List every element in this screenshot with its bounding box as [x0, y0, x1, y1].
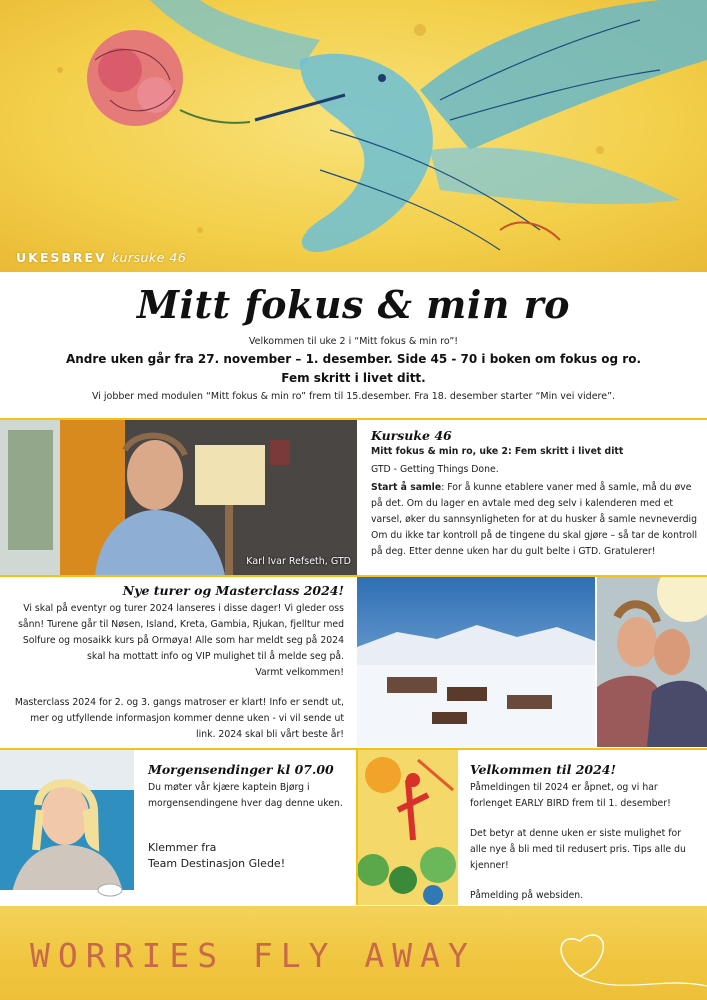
welcome-line: Velkommen til uke 2 i “Mitt fokus & min ro”!	[248, 336, 459, 347]
bird-painting	[0, 0, 707, 272]
kursuke-subheading: Mitt fokus & min ro, uke 2: Fem skritt i livet ditt	[371, 446, 624, 457]
portrait-image	[0, 420, 357, 575]
turer-paragraph-2: Masterclass 2024 for 2. og 3. gangs matroser er klart! Info er sendt ut, mer og utfyllende informasjon kommer denne uken - vi vil sende ut link. 2024 skal bli vårt beste år!	[14, 697, 344, 740]
winter-landscape-photo	[357, 577, 595, 747]
page-title: Mitt fokus & min ro	[136, 282, 570, 327]
control-paragraph: Om du ikke tar kontroll på de tingene du skal gjøre – så tar de kontroll på deg. Etter denne uken har du gult belte i GTD. Gratulerer!	[371, 530, 698, 557]
steps-line: Fem skritt i livet ditt.	[281, 371, 426, 385]
gtd-line: GTD - Getting Things Done.	[371, 464, 499, 475]
velkommen-paragraph-3: Påmelding på websiden.	[470, 890, 584, 901]
newsletter-label	[16, 250, 186, 265]
photo-caption: Karl Ivar Refseth, GTD	[246, 556, 351, 567]
header-artwork	[0, 0, 707, 272]
velkommen-heading: Velkommen til 2024!	[470, 762, 616, 777]
start-paragraph	[371, 480, 701, 528]
turer-paragraph-1: Vi skal på eventyr og turer 2024 lanseres i disse dager! Vi gleder oss sånn! Turene går til Nøsen, Island, Kreta, Gambia, Rjukan, fjelltur med Solfure og mosaikk kurs på Ormøya! Alle som har meldt seg på 2024 skal ha mottatt info og VIP mulighet til å melde seg på.	[18, 603, 344, 662]
start-text: : For å kunne etablere vaner med å samle, må du øve på det. Om du lager en avtale med deg selv i kalenderen med et varsel, øker du sannsynligheten for at du husker å samle nevneverdig	[371, 482, 697, 525]
footer-artwork	[0, 906, 707, 1000]
turer-text	[8, 583, 344, 743]
heart-doodle-icon	[540, 916, 707, 1000]
morgen-heading: Morgensendinger kl 07.00	[148, 762, 334, 777]
turer-heading: Nye turer og Masterclass 2024!	[122, 583, 344, 598]
morgen-paragraph: Du møter vår kjære kaptein Bjørg i morgensendingene hver dag denne uken.	[148, 782, 343, 809]
newsletter-label-bold: UKESBREV	[16, 250, 107, 265]
bjorg-photo	[0, 750, 134, 905]
week-line: Andre uken går fra 27. november – 1. desember. Side 45 - 70 i boken om fokus og ro.	[65, 352, 642, 366]
intro-section	[0, 272, 707, 418]
joy-painting-image	[358, 750, 458, 905]
kursuke-heading: Kursuke 46	[371, 428, 452, 443]
velkommen-text	[470, 762, 700, 904]
morgen-text	[148, 762, 353, 872]
bjorg-image	[0, 750, 134, 905]
hug-line-2: Team Destinasjon Glede!	[148, 857, 286, 870]
start-label: Start å samle	[371, 482, 442, 493]
newsletter-label-week: kursuke 46	[111, 250, 187, 265]
winter-image	[357, 577, 595, 747]
friends-image	[597, 577, 707, 747]
karl-ivar-photo	[0, 420, 357, 575]
turer-paragraph-1-end: Varmt velkommen!	[255, 667, 344, 678]
module-line: Vi jobber med modulen “Mitt fokus & min ro” frem til 15.desember. Fra 18. desember starter “Min vei videre”.	[91, 391, 616, 402]
velkommen-paragraph-2: Det betyr at denne uken er siste mulighet for alle nye å bli med til redusert pris. Tips alle du kjenner!	[470, 828, 686, 871]
velkommen-paragraph-1: Påmeldingen til 2024 er åpnet, og vi har forlenget EARLY BIRD frem til 1. desember!	[470, 782, 671, 809]
footer-slogan: WORRIES FLY AWAY	[30, 936, 476, 975]
two-women-photo	[597, 577, 707, 747]
kursuke-text	[371, 428, 701, 560]
colorful-painting	[358, 750, 458, 905]
hug-line-1: Klemmer fra	[148, 841, 217, 854]
